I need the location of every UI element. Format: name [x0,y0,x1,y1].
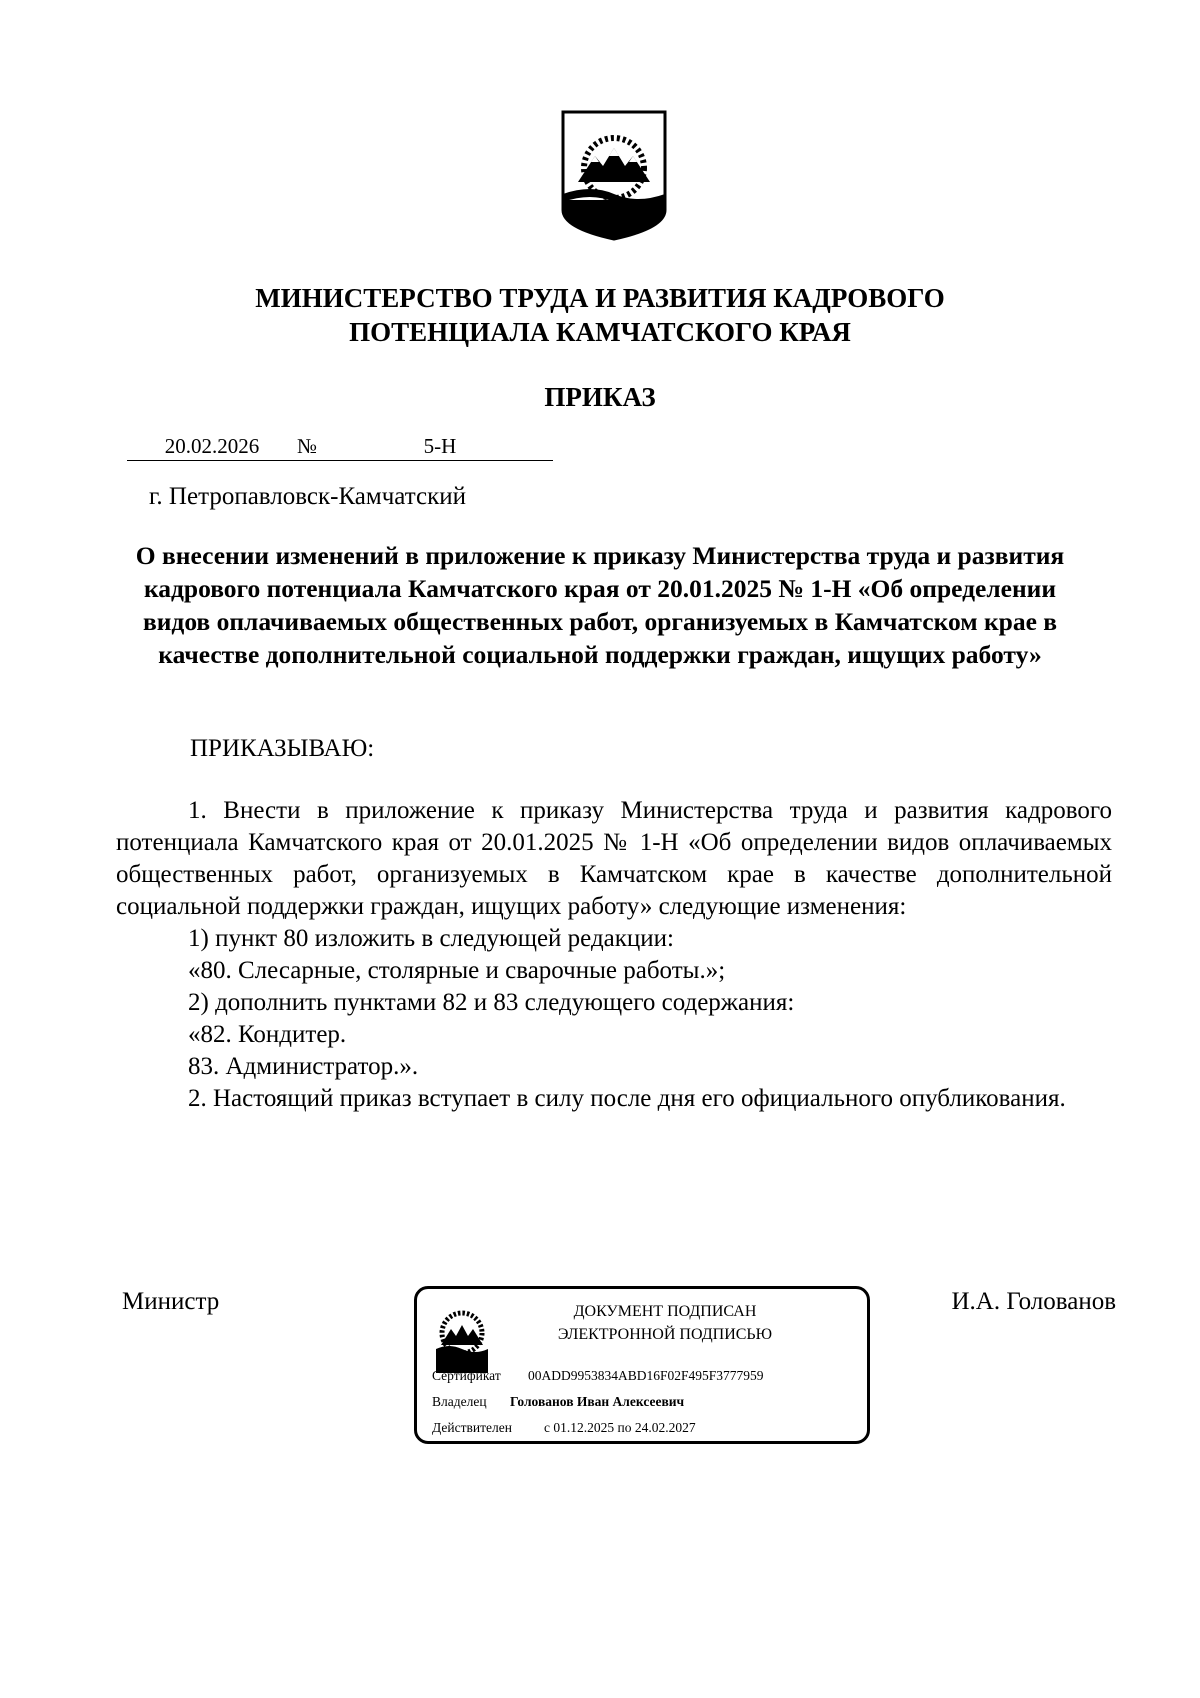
sub-item-2-text-a: «82. Кондитер. [188,1021,347,1048]
sub-item-1-text: «80. Слесарные, столярные и сварочные работы.»; [188,957,726,984]
stamp-title-line-1: ДОКУМЕНТ ПОДПИСАН [573,1303,757,1320]
city: г. Петропавловск-Камчатский [149,483,466,510]
paragraph-2: 2. Настоящий приказ вступает в силу после дня его официального опубликования. [188,1085,1066,1112]
paragraph-1: 1. Внести в приложение к приказу Министерства труда и развития кадрового потенциала Камчатского края от 20.01.2025 № 1-Н «Об определении видов оплачиваемых общественных работ, организуемых в Камчатском крае в качестве дополнительной социальной поддержки граждан, ищущих работу» следующие изменения: [116,797,1112,920]
validity-to: 24.02.2027 [634,1420,696,1435]
kamchatka-emblem-icon [561,110,667,241]
stamp-certificate-row [432,1367,764,1385]
signer-position: Министр [122,1288,220,1315]
certificate-label: Сертификат [432,1368,501,1383]
number-sign: № [297,432,327,461]
stamp-emblem-icon [432,1303,492,1375]
electronic-signature-stamp [414,1286,870,1444]
organization-name [0,281,1200,349]
stamp-validity-row [432,1419,696,1437]
order-subject: О внесении изменений в приложение к приказу Министерства труда и развития кадрового потенциала Камчатского края от 20.01.2025 № 1-Н «Об определении видов оплачиваемых общественных работ, организуемых в Камчатском крае в качестве дополнительной социальной поддержки граждан, ищущих работу» [135,541,1065,669]
order-date-number-line [127,432,553,461]
org-line-2: ПОТЕНЦИАЛА КАМЧАТСКОГО КРАЯ [349,317,851,347]
order-date: 20.02.2026 [127,432,297,461]
owner-label: Владелец [432,1394,487,1409]
validity-from: 01.12.2025 [553,1420,615,1435]
order-number: 5-Н [327,432,553,461]
stamp-owner-row [432,1393,684,1411]
validity-label: Действителен [432,1420,512,1435]
stamp-title-line-2: ЭЛЕКТРОННОЙ ПОДПИСЬЮ [557,1326,773,1343]
certificate-value: 00ADD9953834ABD16F02F495F3777959 [528,1368,764,1383]
stamp-title [515,1300,815,1346]
sub-item-1: 1) пункт 80 изложить в следующей редакции: [188,925,674,952]
validity-to-prefix: по [617,1420,632,1435]
org-line-1: МИНИСТЕРСТВО ТРУДА И РАЗВИТИЯ КАДРОВОГО [255,283,945,313]
order-word: ПРИКАЗЫВАЮ: [190,735,375,762]
owner-value: Голованов Иван Алексеевич [510,1394,685,1409]
order-body [116,795,1112,1115]
validity-from-prefix: с [544,1420,550,1435]
sub-item-2-text-b: 83. Администратор.». [188,1053,419,1080]
signer-name: И.А. Голованов [951,1288,1116,1315]
sub-item-2: 2) дополнить пунктами 82 и 83 следующего содержания: [188,989,795,1016]
document-type: ПРИКАЗ [544,382,656,412]
